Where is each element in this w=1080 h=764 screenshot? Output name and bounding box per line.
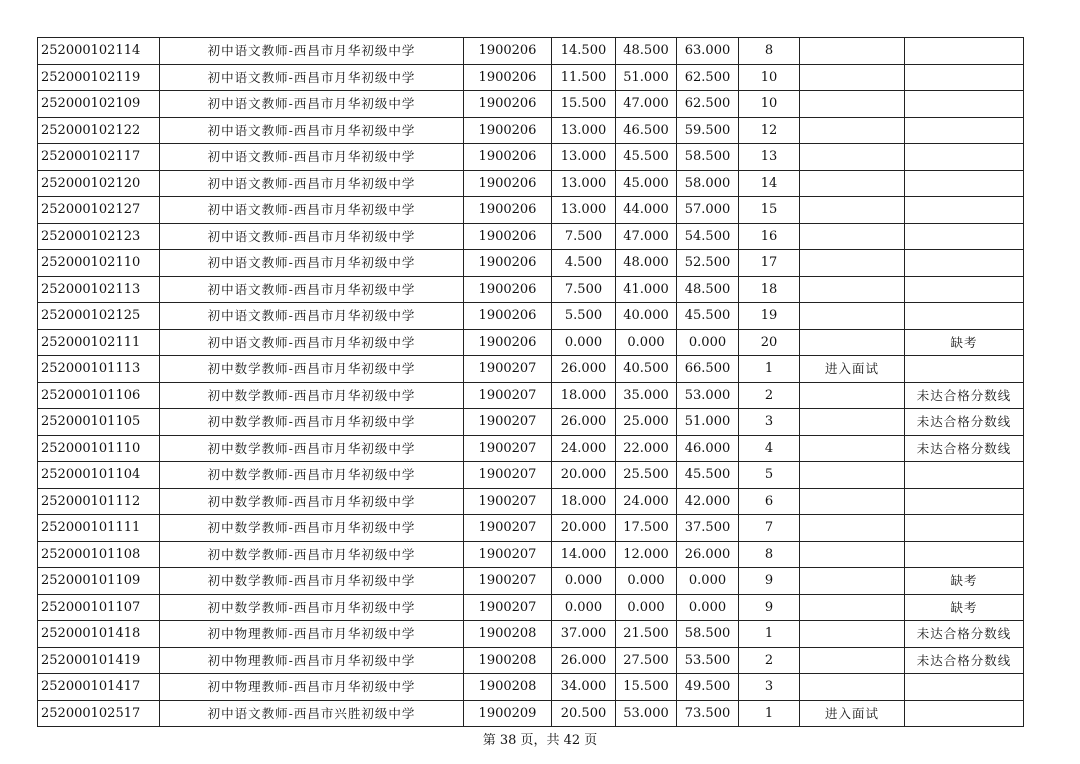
table-row: [38, 435, 1024, 462]
total-score-cell: 53.000: [677, 382, 739, 409]
score-table-body: [38, 38, 1024, 727]
score-2-cell: 51.000: [616, 64, 677, 91]
position-code-cell: 1900208: [464, 621, 552, 648]
interview-status-cell: [800, 435, 905, 462]
interview-status-cell: 进入面试: [800, 356, 905, 383]
position-code-cell: 1900208: [464, 647, 552, 674]
rank-cell: 16: [739, 223, 800, 250]
remark-cell: 未达合格分数线: [905, 435, 1024, 462]
candidate-id-cell: 252000102113: [38, 276, 160, 303]
position-code-cell: 1900207: [464, 435, 552, 462]
position-code-cell: 1900207: [464, 568, 552, 595]
table-row: [38, 674, 1024, 701]
score-2-cell: 12.000: [616, 541, 677, 568]
table-row: [38, 700, 1024, 727]
remark-cell: [905, 38, 1024, 65]
remark-cell: [905, 223, 1024, 250]
remark-cell: [905, 462, 1024, 489]
position-code-cell: 1900206: [464, 197, 552, 224]
interview-status-cell: [800, 382, 905, 409]
score-1-cell: 11.500: [552, 64, 616, 91]
score-1-cell: 26.000: [552, 647, 616, 674]
table-row: [38, 462, 1024, 489]
position-cell: 初中数学教师-西昌市月华初级中学: [160, 515, 464, 542]
table-row: [38, 170, 1024, 197]
score-2-cell: 48.500: [616, 38, 677, 65]
rank-cell: 18: [739, 276, 800, 303]
score-table: [37, 37, 1024, 727]
rank-cell: 17: [739, 250, 800, 277]
rank-cell: 1: [739, 356, 800, 383]
interview-status-cell: [800, 303, 905, 330]
score-2-cell: 40.000: [616, 303, 677, 330]
position-cell: 初中数学教师-西昌市月华初级中学: [160, 356, 464, 383]
position-code-cell: 1900206: [464, 91, 552, 118]
score-2-cell: 53.000: [616, 700, 677, 727]
position-cell: 初中数学教师-西昌市月华初级中学: [160, 435, 464, 462]
score-2-cell: 27.500: [616, 647, 677, 674]
score-1-cell: 13.000: [552, 144, 616, 171]
remark-cell: [905, 170, 1024, 197]
interview-status-cell: [800, 409, 905, 436]
total-score-cell: 73.500: [677, 700, 739, 727]
rank-cell: 20: [739, 329, 800, 356]
total-score-cell: 53.500: [677, 647, 739, 674]
table-row: [38, 541, 1024, 568]
interview-status-cell: [800, 117, 905, 144]
candidate-id-cell: 252000101113: [38, 356, 160, 383]
rank-cell: 19: [739, 303, 800, 330]
score-1-cell: 4.500: [552, 250, 616, 277]
position-cell: 初中语文教师-西昌市月华初级中学: [160, 303, 464, 330]
total-score-cell: 37.500: [677, 515, 739, 542]
table-row: [38, 250, 1024, 277]
remark-cell: 缺考: [905, 594, 1024, 621]
remark-cell: [905, 488, 1024, 515]
rank-cell: 3: [739, 674, 800, 701]
position-code-cell: 1900209: [464, 700, 552, 727]
position-code-cell: 1900206: [464, 170, 552, 197]
score-2-cell: 25.000: [616, 409, 677, 436]
interview-status-cell: [800, 197, 905, 224]
candidate-id-cell: 252000101419: [38, 647, 160, 674]
interview-status-cell: [800, 594, 905, 621]
score-1-cell: 20.500: [552, 700, 616, 727]
total-score-cell: 26.000: [677, 541, 739, 568]
position-cell: 初中语文教师-西昌市月华初级中学: [160, 170, 464, 197]
interview-status-cell: [800, 647, 905, 674]
table-row: [38, 144, 1024, 171]
score-1-cell: 13.000: [552, 197, 616, 224]
score-1-cell: 0.000: [552, 329, 616, 356]
position-code-cell: 1900206: [464, 250, 552, 277]
score-2-cell: 40.500: [616, 356, 677, 383]
remark-cell: 缺考: [905, 568, 1024, 595]
position-cell: 初中数学教师-西昌市月华初级中学: [160, 568, 464, 595]
total-score-cell: 59.500: [677, 117, 739, 144]
candidate-id-cell: 252000102517: [38, 700, 160, 727]
total-score-cell: 58.000: [677, 170, 739, 197]
score-2-cell: 0.000: [616, 329, 677, 356]
position-cell: 初中数学教师-西昌市月华初级中学: [160, 382, 464, 409]
position-cell: 初中物理教师-西昌市月华初级中学: [160, 621, 464, 648]
rank-cell: 13: [739, 144, 800, 171]
interview-status-cell: [800, 250, 905, 277]
total-score-cell: 0.000: [677, 568, 739, 595]
position-cell: 初中语文教师-西昌市兴胜初级中学: [160, 700, 464, 727]
position-cell: 初中数学教师-西昌市月华初级中学: [160, 462, 464, 489]
remark-cell: [905, 700, 1024, 727]
remark-cell: [905, 541, 1024, 568]
position-cell: 初中数学教师-西昌市月华初级中学: [160, 594, 464, 621]
table-row: [38, 594, 1024, 621]
total-score-cell: 66.500: [677, 356, 739, 383]
score-1-cell: 18.000: [552, 382, 616, 409]
score-2-cell: 35.000: [616, 382, 677, 409]
candidate-id-cell: 252000101418: [38, 621, 160, 648]
remark-cell: 未达合格分数线: [905, 647, 1024, 674]
score-1-cell: 13.000: [552, 170, 616, 197]
table-row: [38, 276, 1024, 303]
total-score-cell: 58.500: [677, 144, 739, 171]
interview-status-cell: [800, 541, 905, 568]
candidate-id-cell: 252000102111: [38, 329, 160, 356]
remark-cell: [905, 250, 1024, 277]
score-2-cell: 0.000: [616, 594, 677, 621]
candidate-id-cell: 252000101108: [38, 541, 160, 568]
rank-cell: 2: [739, 382, 800, 409]
score-2-cell: 15.500: [616, 674, 677, 701]
rank-cell: 8: [739, 541, 800, 568]
interview-status-cell: [800, 38, 905, 65]
rank-cell: 8: [739, 38, 800, 65]
table-row: [38, 382, 1024, 409]
score-2-cell: 25.500: [616, 462, 677, 489]
score-1-cell: 18.000: [552, 488, 616, 515]
remark-cell: [905, 64, 1024, 91]
table-row: [38, 515, 1024, 542]
remark-cell: 未达合格分数线: [905, 409, 1024, 436]
position-code-cell: 1900206: [464, 303, 552, 330]
position-code-cell: 1900208: [464, 674, 552, 701]
candidate-id-cell: 252000101111: [38, 515, 160, 542]
score-2-cell: 45.000: [616, 170, 677, 197]
interview-status-cell: [800, 91, 905, 118]
table-row: [38, 91, 1024, 118]
score-2-cell: 22.000: [616, 435, 677, 462]
candidate-id-cell: 252000102125: [38, 303, 160, 330]
candidate-id-cell: 252000102123: [38, 223, 160, 250]
rank-cell: 10: [739, 91, 800, 118]
candidate-id-cell: 252000101112: [38, 488, 160, 515]
candidate-id-cell: 252000102120: [38, 170, 160, 197]
remark-cell: 未达合格分数线: [905, 382, 1024, 409]
interview-status-cell: [800, 144, 905, 171]
score-1-cell: 7.500: [552, 276, 616, 303]
position-code-cell: 1900207: [464, 488, 552, 515]
score-1-cell: 14.000: [552, 541, 616, 568]
table-row: [38, 409, 1024, 436]
candidate-id-cell: 252000101106: [38, 382, 160, 409]
score-1-cell: 5.500: [552, 303, 616, 330]
rank-cell: 10: [739, 64, 800, 91]
remark-cell: [905, 117, 1024, 144]
table-row: [38, 38, 1024, 65]
candidate-id-cell: 252000101107: [38, 594, 160, 621]
candidate-id-cell: 252000101104: [38, 462, 160, 489]
position-code-cell: 1900206: [464, 223, 552, 250]
total-score-cell: 0.000: [677, 594, 739, 621]
rank-cell: 4: [739, 435, 800, 462]
total-score-cell: 48.500: [677, 276, 739, 303]
score-2-cell: 47.000: [616, 223, 677, 250]
position-code-cell: 1900207: [464, 356, 552, 383]
total-score-cell: 45.500: [677, 303, 739, 330]
score-sheet: [37, 37, 1023, 727]
page-number-label: 第 38 页，共 42 页: [482, 733, 598, 748]
rank-cell: 7: [739, 515, 800, 542]
position-cell: 初中语文教师-西昌市月华初级中学: [160, 197, 464, 224]
position-code-cell: 1900207: [464, 594, 552, 621]
score-2-cell: 24.000: [616, 488, 677, 515]
table-row: [38, 356, 1024, 383]
total-score-cell: 51.000: [677, 409, 739, 436]
position-code-cell: 1900206: [464, 64, 552, 91]
remark-cell: [905, 144, 1024, 171]
position-code-cell: 1900206: [464, 117, 552, 144]
candidate-id-cell: 252000102119: [38, 64, 160, 91]
rank-cell: 6: [739, 488, 800, 515]
total-score-cell: 58.500: [677, 621, 739, 648]
rank-cell: 14: [739, 170, 800, 197]
candidate-id-cell: 252000101109: [38, 568, 160, 595]
table-row: [38, 303, 1024, 330]
total-score-cell: 42.000: [677, 488, 739, 515]
position-cell: 初中数学教师-西昌市月华初级中学: [160, 541, 464, 568]
candidate-id-cell: 252000102122: [38, 117, 160, 144]
candidate-id-cell: 252000102114: [38, 38, 160, 65]
remark-cell: [905, 674, 1024, 701]
position-cell: 初中数学教师-西昌市月华初级中学: [160, 488, 464, 515]
position-code-cell: 1900207: [464, 541, 552, 568]
score-2-cell: 45.500: [616, 144, 677, 171]
score-1-cell: 14.500: [552, 38, 616, 65]
score-2-cell: 0.000: [616, 568, 677, 595]
position-code-cell: 1900206: [464, 329, 552, 356]
remark-cell: [905, 303, 1024, 330]
position-cell: 初中语文教师-西昌市月华初级中学: [160, 276, 464, 303]
total-score-cell: 46.000: [677, 435, 739, 462]
rank-cell: 12: [739, 117, 800, 144]
position-code-cell: 1900206: [464, 276, 552, 303]
rank-cell: 5: [739, 462, 800, 489]
position-cell: 初中语文教师-西昌市月华初级中学: [160, 117, 464, 144]
rank-cell: 1: [739, 621, 800, 648]
position-cell: 初中语文教师-西昌市月华初级中学: [160, 144, 464, 171]
remark-cell: 未达合格分数线: [905, 621, 1024, 648]
position-cell: 初中语文教师-西昌市月华初级中学: [160, 250, 464, 277]
interview-status-cell: [800, 170, 905, 197]
table-row: [38, 64, 1024, 91]
rank-cell: 9: [739, 594, 800, 621]
table-row: [38, 621, 1024, 648]
interview-status-cell: [800, 462, 905, 489]
score-1-cell: 15.500: [552, 91, 616, 118]
remark-cell: [905, 276, 1024, 303]
candidate-id-cell: 252000101110: [38, 435, 160, 462]
position-cell: 初中语文教师-西昌市月华初级中学: [160, 64, 464, 91]
remark-cell: 缺考: [905, 329, 1024, 356]
interview-status-cell: [800, 329, 905, 356]
interview-status-cell: [800, 568, 905, 595]
candidate-id-cell: 252000102127: [38, 197, 160, 224]
score-1-cell: 7.500: [552, 223, 616, 250]
position-cell: 初中数学教师-西昌市月华初级中学: [160, 409, 464, 436]
page-footer: [0, 729, 1080, 748]
position-code-cell: 1900206: [464, 38, 552, 65]
table-row: [38, 197, 1024, 224]
interview-status-cell: [800, 64, 905, 91]
total-score-cell: 63.000: [677, 38, 739, 65]
interview-status-cell: [800, 674, 905, 701]
candidate-id-cell: 252000102110: [38, 250, 160, 277]
score-1-cell: 0.000: [552, 568, 616, 595]
score-1-cell: 20.000: [552, 515, 616, 542]
position-cell: 初中语文教师-西昌市月华初级中学: [160, 38, 464, 65]
position-code-cell: 1900207: [464, 382, 552, 409]
score-2-cell: 21.500: [616, 621, 677, 648]
score-1-cell: 0.000: [552, 594, 616, 621]
remark-cell: [905, 515, 1024, 542]
score-1-cell: 26.000: [552, 409, 616, 436]
table-row: [38, 117, 1024, 144]
total-score-cell: 52.500: [677, 250, 739, 277]
interview-status-cell: 进入面试: [800, 700, 905, 727]
remark-cell: [905, 197, 1024, 224]
candidate-id-cell: 252000101105: [38, 409, 160, 436]
score-2-cell: 41.000: [616, 276, 677, 303]
score-1-cell: 37.000: [552, 621, 616, 648]
total-score-cell: 49.500: [677, 674, 739, 701]
position-cell: 初中语文教师-西昌市月华初级中学: [160, 91, 464, 118]
candidate-id-cell: 252000102109: [38, 91, 160, 118]
rank-cell: 9: [739, 568, 800, 595]
rank-cell: 1: [739, 700, 800, 727]
position-code-cell: 1900207: [464, 409, 552, 436]
position-cell: 初中物理教师-西昌市月华初级中学: [160, 647, 464, 674]
total-score-cell: 0.000: [677, 329, 739, 356]
position-cell: 初中语文教师-西昌市月华初级中学: [160, 223, 464, 250]
interview-status-cell: [800, 223, 905, 250]
score-2-cell: 17.500: [616, 515, 677, 542]
candidate-id-cell: 252000101417: [38, 674, 160, 701]
score-2-cell: 46.500: [616, 117, 677, 144]
table-row: [38, 488, 1024, 515]
rank-cell: 15: [739, 197, 800, 224]
interview-status-cell: [800, 515, 905, 542]
score-2-cell: 44.000: [616, 197, 677, 224]
rank-cell: 3: [739, 409, 800, 436]
interview-status-cell: [800, 488, 905, 515]
total-score-cell: 57.000: [677, 197, 739, 224]
position-code-cell: 1900207: [464, 515, 552, 542]
table-row: [38, 647, 1024, 674]
score-1-cell: 24.000: [552, 435, 616, 462]
score-2-cell: 47.000: [616, 91, 677, 118]
table-row: [38, 329, 1024, 356]
total-score-cell: 62.500: [677, 91, 739, 118]
score-1-cell: 34.000: [552, 674, 616, 701]
remark-cell: [905, 91, 1024, 118]
candidate-id-cell: 252000102117: [38, 144, 160, 171]
position-cell: 初中物理教师-西昌市月华初级中学: [160, 674, 464, 701]
total-score-cell: 45.500: [677, 462, 739, 489]
rank-cell: 2: [739, 647, 800, 674]
score-1-cell: 26.000: [552, 356, 616, 383]
score-1-cell: 13.000: [552, 117, 616, 144]
total-score-cell: 54.500: [677, 223, 739, 250]
position-code-cell: 1900207: [464, 462, 552, 489]
position-cell: 初中语文教师-西昌市月华初级中学: [160, 329, 464, 356]
position-code-cell: 1900206: [464, 144, 552, 171]
interview-status-cell: [800, 276, 905, 303]
total-score-cell: 62.500: [677, 64, 739, 91]
remark-cell: [905, 356, 1024, 383]
score-2-cell: 48.000: [616, 250, 677, 277]
score-1-cell: 20.000: [552, 462, 616, 489]
table-row: [38, 223, 1024, 250]
table-row: [38, 568, 1024, 595]
interview-status-cell: [800, 621, 905, 648]
